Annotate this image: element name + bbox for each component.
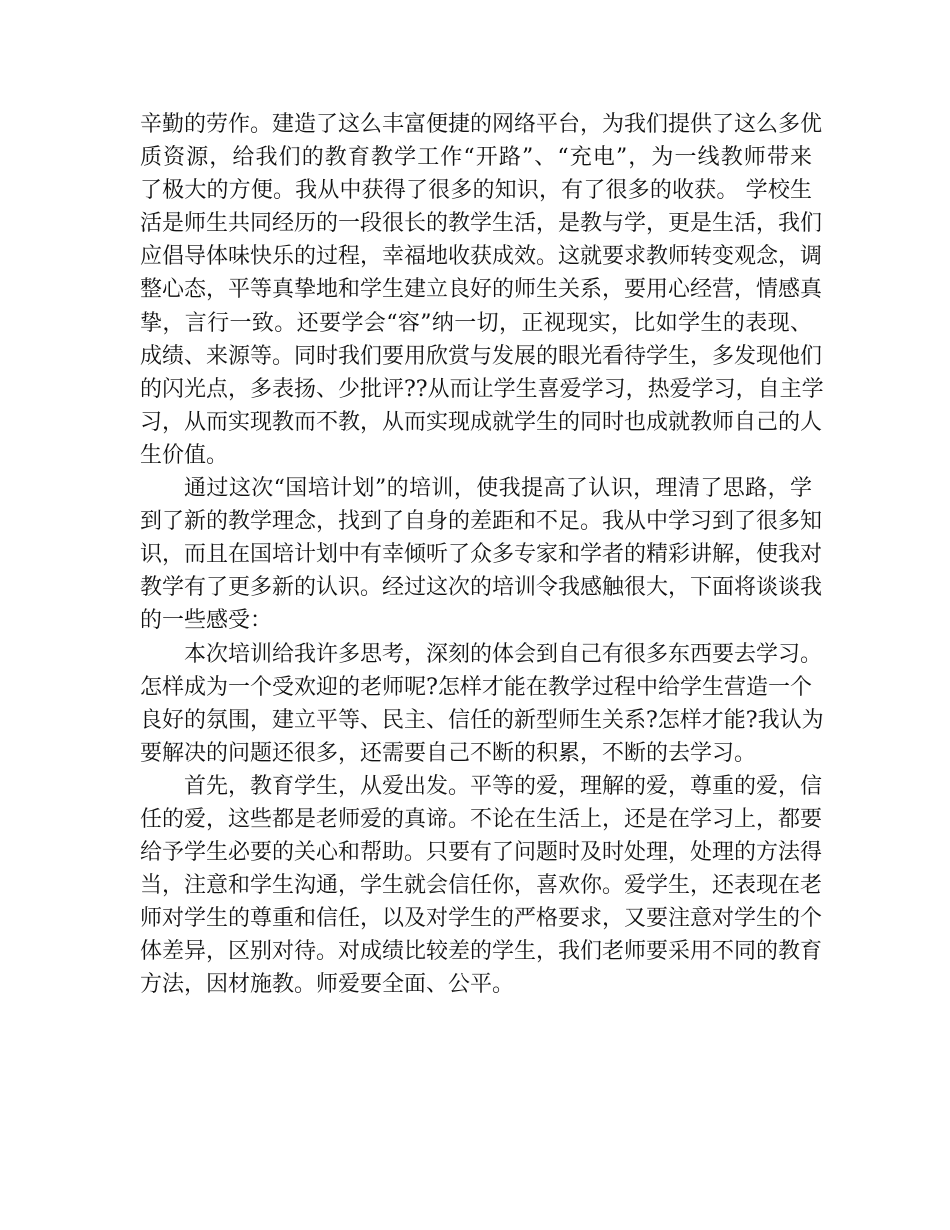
text-line: 挚，言行一致。还要学会“容”纳一切，正视现实，比如学生的表现、 xyxy=(140,310,812,336)
text-line: 师对学生的尊重和信任，以及对学生的严格要求，又要注意对学生的个 xyxy=(140,906,823,932)
text-line: 给予学生必要的关心和帮助。只要有了问题时及时处理，处理的方法得 xyxy=(140,840,823,866)
text-line: 方法，因材施教。师爱要全面、公平。 xyxy=(140,972,515,998)
text-line: 到了新的教学理念，找到了自身的差距和不足。我从中学习到了很多知 xyxy=(140,509,823,535)
text-line: 活是师生共同经历的一段很长的教学生活，是教与学，更是生活，我们 xyxy=(140,211,823,237)
text-line: 整心态，平等真挚地和学生建立良好的师生关系，要用心经营，情感真 xyxy=(140,277,823,303)
text-line: 首先，教育学生，从爱出发。平等的爱，理解的爱，尊重的爱，信 xyxy=(184,773,823,799)
text-line: 生价值。 xyxy=(140,442,229,468)
text-line: 的闪光点，多表扬、少批评??从而让学生喜爱学习，热爱学习，自主学 xyxy=(140,376,824,402)
document-body xyxy=(140,108,824,1002)
text-line: 当，注意和学生沟通，学生就会信任你，喜欢你。爱学生，还表现在老 xyxy=(140,873,823,899)
text-line: 习，从而实现教而不教，从而实现成就学生的同时也成就教师自己的人 xyxy=(140,409,823,435)
text-line: 怎样成为一个受欢迎的老师呢?怎样才能在教学过程中给学生营造一个 xyxy=(140,674,812,700)
text-line: 教学有了更多新的认识。经过这次的培训令我感触很大，下面将谈谈我 xyxy=(140,575,823,601)
text-line: 辛勤的劳作。建造了这么丰富便捷的网络平台，为我们提供了这么多优 xyxy=(140,112,823,137)
text-line: 识，而且在国培计划中有幸倾听了众多专家和学者的精彩讲解，使我对 xyxy=(140,542,823,568)
text-line: 要解决的问题还很多，还需要自己不断的积累，不断的去学习。 xyxy=(140,740,757,766)
text-line: 任的爱，这些都是老师爱的真谛。不论在生活上，还是在学习上，都要 xyxy=(140,806,823,832)
text-line: 通过这次“国培计划”的培训，使我提高了认识，理清了思路，学 xyxy=(184,476,812,502)
text-line: 本次培训给我许多思考，深刻的体会到自己有很多东西要去学习。 xyxy=(184,641,823,667)
text-line: 的一些感受： xyxy=(140,608,273,634)
text-line: 体差异，区别对待。对成绩比较差的学生，我们老师要采用不同的教育 xyxy=(140,939,823,965)
text-line: 质资源，给我们的教育教学工作“开路”、“充电”，为一线教师带来 xyxy=(140,145,812,171)
text-line: 成绩、来源等。同时我们要用欣赏与发展的眼光看待学生，多发现他们 xyxy=(140,343,823,369)
text-line: 了极大的方便。我从中获得了很多的知识，有了很多的收获。 学校生 xyxy=(140,178,812,204)
text-line: 良好的氛围，建立平等、民主、信任的新型师生关系?怎样才能?我认为 xyxy=(140,707,824,733)
text-line: 应倡导体味快乐的过程，幸福地收获成效。这就要求教师转变观念，调 xyxy=(140,244,823,270)
